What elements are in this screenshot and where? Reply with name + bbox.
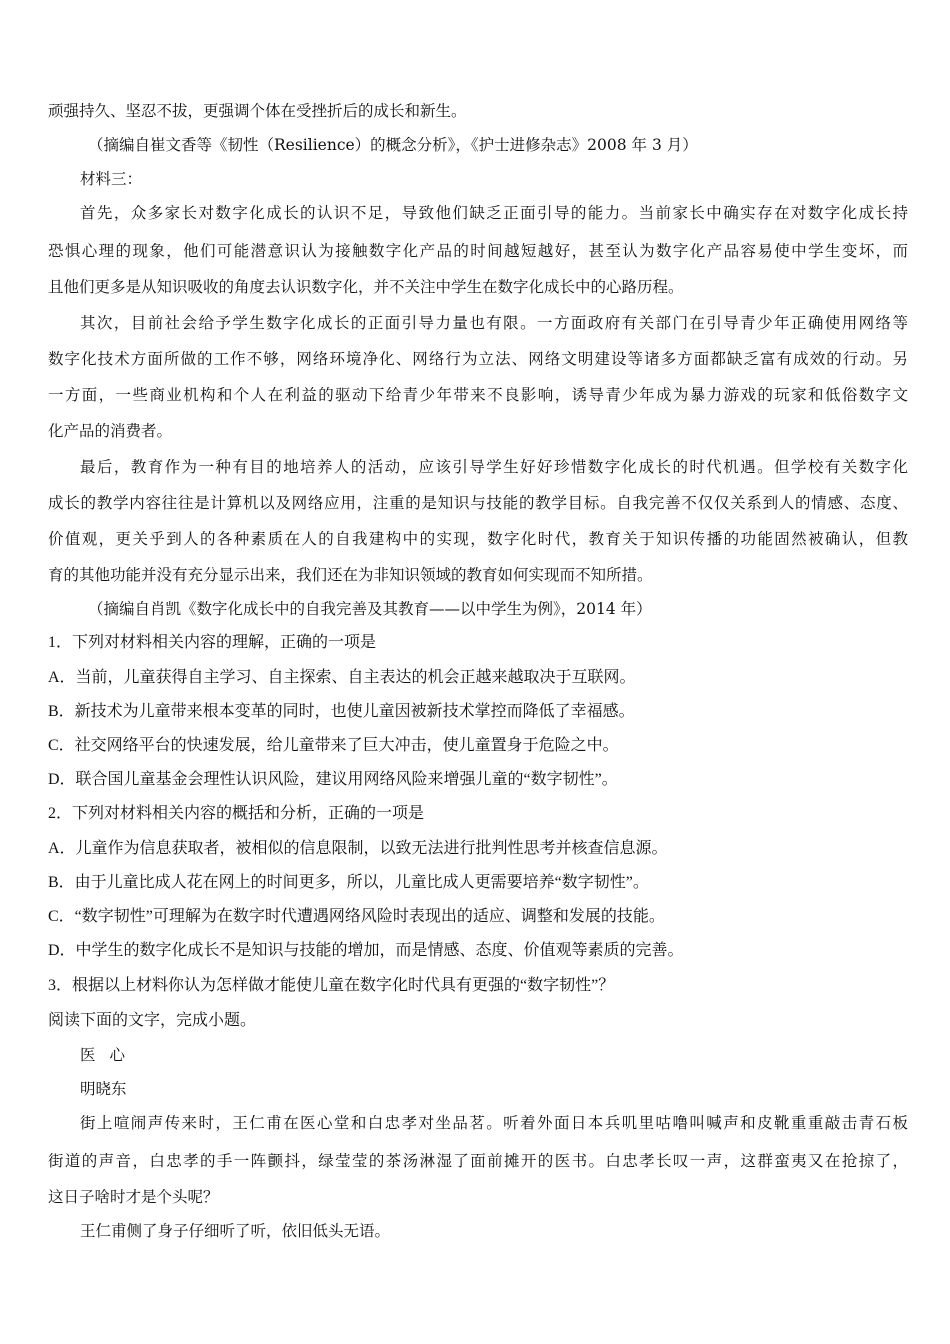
paragraph-line: 最后，教育作为一种有目的地培养人的活动，应该引导学生好好珍惜数字化成长的时代机遇。但学校有关数字化 xyxy=(80,458,908,476)
story-author: 明晓东 xyxy=(80,1080,127,1098)
option-2a: A．儿童作为信息获取者，被相似的信息限制，以致无法进行批判性思考并核查信息源。 xyxy=(48,840,668,857)
paragraph-line: 价值观，更关乎到人的各种素质在人的自我建构中的实现，数字化时代，教育关于知识传播的功能固然被确认，但教 xyxy=(48,530,908,548)
option-1d: D．联合国儿童基金会理性认识风险，建议用网络风险来增强儿童的“数字韧性”。 xyxy=(48,771,618,788)
paragraph-line: 街上喧闹声传来时，王仁甫在医心堂和白忠孝对坐品茗。听着外面日本兵叽里咕噜叫喊声和皮靴重重敲击青石板 xyxy=(80,1114,908,1132)
question-1: 1．下列对材料相关内容的理解，正确的一项是 xyxy=(48,634,377,651)
story-title: 医心 xyxy=(80,1046,140,1064)
option-2d: D．中学生的数字化成长不是知识与技能的增加，而是情感、态度、价值观等素质的完善。 xyxy=(48,942,684,959)
option-2b: B．由于儿童比成人花在网上的时间更多，所以，儿童比成人更需要培养“数字韧性”。 xyxy=(48,874,649,891)
question-3: 3．根据以上材料你认为怎样做才能使儿童在数字化时代具有更强的“数字韧性”？ xyxy=(48,977,615,994)
paragraph-line: 王仁甫侧了身子仔细听了听，依旧低头无语。 xyxy=(80,1222,391,1240)
paragraph-line: 化产品的消费者。 xyxy=(48,422,173,440)
paragraph-line: 成长的教学内容往往是计算机以及网络应用，注重的是知识与技能的教学目标。自我完善不仅仅关系到人的情感、态度、 xyxy=(48,494,908,512)
section-heading: 材料三： xyxy=(80,170,143,188)
paragraph-line: 数字化技术方面所做的工作不够，网络环境净化、网络行为立法、网络文明建设等诸多方面都缺乏富有成效的行动。另 xyxy=(48,350,908,368)
paragraph-line: 一方面，一些商业机构和个人在利益的驱动下给青少年带来不良影响，诱导青少年成为暴力游戏的玩家和低俗数字文 xyxy=(48,386,908,404)
paragraph-line: 恐惧心理的现象，他们可能潜意识认为接触数字化产品的时间越短越好，甚至认为数字化产品容易使中学生变坏，而 xyxy=(48,242,908,260)
paragraph-line: 顽强持久、坚忍不拔，更强调个体在受挫折后的成长和新生。 xyxy=(48,102,467,120)
paragraph-line: 首先，众多家长对数字化成长的认识不足，导致他们缺乏正面引导的能力。当前家长中确实存在对数字化成长持 xyxy=(80,204,908,222)
paragraph-line: 且他们更多是从知识吸收的角度去认识数字化，并不关注中学生在数字化成长中的心路历程。 xyxy=(48,278,684,296)
citation-line: （摘编自崔文香等《韧性（Resilience）的概念分析》，《护士进修杂志》2008 年 3 月） xyxy=(88,136,698,154)
option-1c: C．社交网络平台的快速发展，给儿童带来了巨大冲击，使儿童置身于危险之中。 xyxy=(48,737,619,754)
citation-line: （摘编自肖凯《数字化成长中的自我完善及其教育——以中学生为例》，2014 年） xyxy=(88,600,652,618)
question-2: 2．下列对材料相关内容的概括和分析，正确的一项是 xyxy=(48,805,425,822)
option-1b: B．新技术为儿童带来根本变革的同时，也使儿童因被新技术掌控而降低了幸福感。 xyxy=(48,703,635,720)
option-1a: A．当前，儿童获得自主学习、自主探索、自主表达的机会正越来越取决于互联网。 xyxy=(48,669,636,686)
option-2c: C．“数字韧性”可理解为在数字时代遭遇网络风险时表现出的适应、调整和发展的技能。 xyxy=(48,908,665,925)
paragraph-line: 育的其他功能并没有充分显示出来，我们还在为非知识领域的教育如何实现而不知所措。 xyxy=(48,566,653,584)
paragraph-line: 其次，目前社会给予学生数字化成长的正面引导力量也有限。一方面政府有关部门在引导青少年正确使用网络等 xyxy=(80,314,908,332)
reading-instruction: 阅读下面的文字，完成小题。 xyxy=(48,1012,257,1029)
paragraph-line: 街道的声音，白忠孝的手一阵颤抖，绿莹莹的茶汤淋湿了面前摊开的医书。白忠孝长叹一声，这群蛮夷又在抢掠了， xyxy=(48,1152,908,1170)
paragraph-line: 这日子啥时才是个头呢？ xyxy=(48,1188,219,1206)
